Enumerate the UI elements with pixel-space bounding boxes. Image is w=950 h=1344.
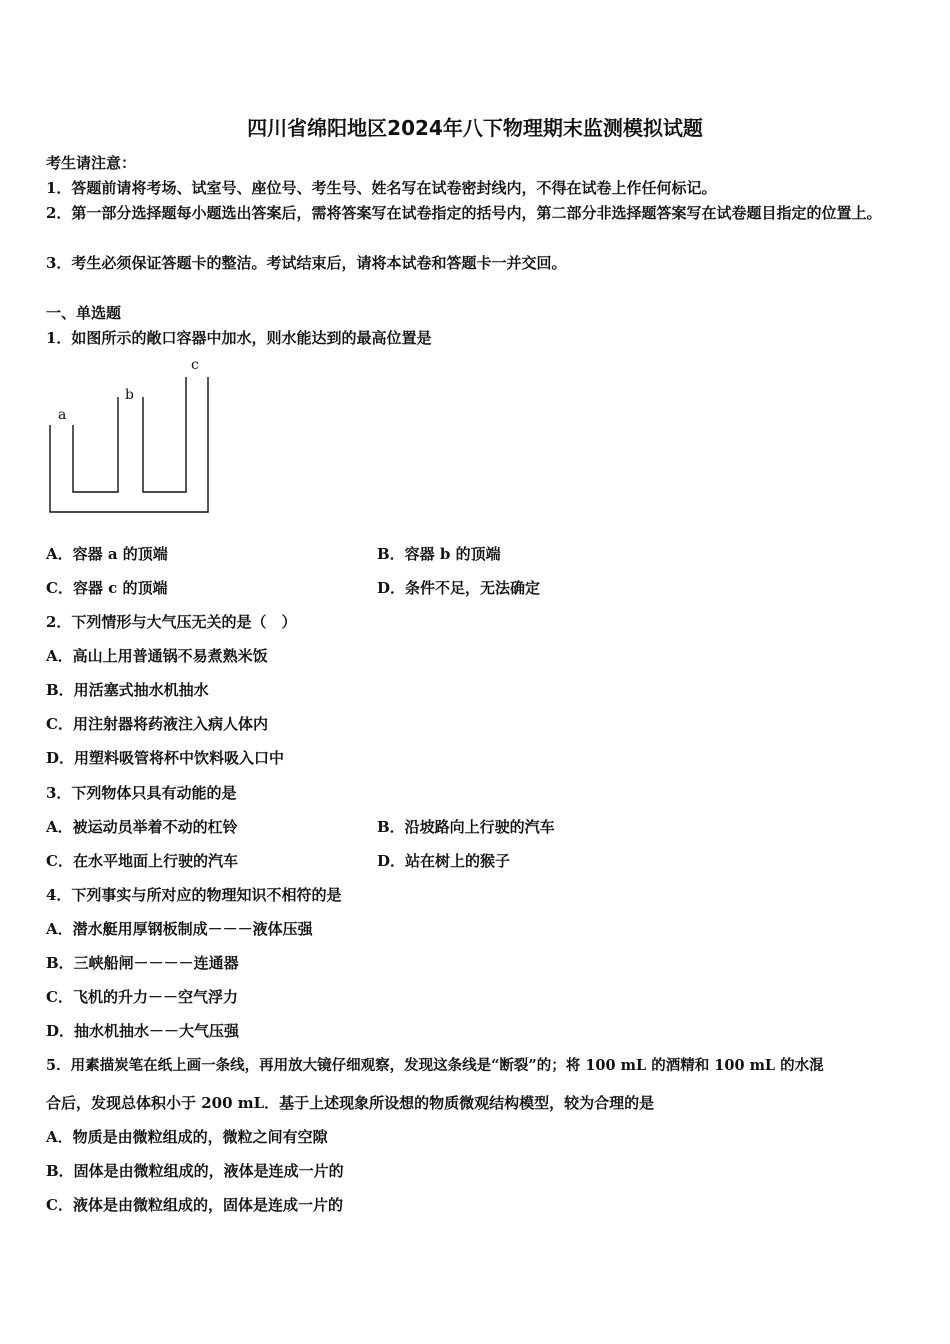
q1-option-a: A．容器 a 的顶端: [46, 545, 168, 563]
q5-stem-line-2: 合后，发现总体积小于 200 mL．基于上述现象所设想的物质微观结构模型，较为合理的是: [46, 1094, 655, 1112]
vessel-divider-a-b: [73, 397, 118, 492]
q4-stem: 4．下列事实与所对应的物理知识不相符的是: [46, 886, 342, 904]
q4-option-b: B．三峡船闸－－－－连通器: [46, 954, 239, 972]
page-title: 四川省绵阳地区2024年八下物理期末监测模拟试题: [247, 116, 703, 140]
notice-item-3: 3．考生必须保证答题卡的整洁。考试结束后，请将本试卷和答题卡一并交回。: [46, 254, 567, 272]
q1-container-diagram: [40, 352, 220, 522]
q4-option-c: C．飞机的升力－－空气浮力: [46, 988, 238, 1006]
notice-item-1: 1．答题前请将考场、试室号、座位号、考生号、姓名写在试卷密封线内，不得在试卷上作任何标记。: [46, 179, 717, 197]
q2-option-d: D．用塑料吸管将杯中饮料吸入口中: [46, 749, 285, 767]
q2-stem: 2．下列情形与大气压无关的是（ ）: [46, 613, 297, 631]
q5-option-a: A．物质是由微粒组成的，微粒之间有空隙: [46, 1128, 328, 1146]
notice-heading: 考生请注意：: [46, 154, 137, 172]
q4-option-a: A．潜水艇用厚钢板制成－－－液体压强: [46, 920, 313, 938]
q2-option-b: B．用活塞式抽水机抽水: [46, 681, 209, 699]
label-c: c: [191, 357, 199, 373]
label-b: b: [125, 387, 134, 403]
q1-option-b: B．容器 b 的顶端: [377, 545, 501, 563]
q4-option-d: D．抽水机抽水－－大气压强: [46, 1022, 240, 1040]
label-a: a: [58, 407, 67, 423]
notice-item-2: 2．第一部分选择题每小题选出答案后，需将答案写在试卷指定的括号内，第二部分非选择题答案写在试卷题目指定的位置上。: [46, 204, 882, 222]
vessel-divider-b-c: [143, 377, 186, 492]
q3-stem: 3．下列物体只具有动能的是: [46, 784, 237, 802]
q3-option-c: C．在水平地面上行驶的汽车: [46, 852, 238, 870]
q2-option-c: C．用注射器将药液注入病人体内: [46, 715, 268, 733]
q3-option-a: A．被运动员举着不动的杠铃: [46, 818, 238, 836]
q1-stem: 1．如图所示的敞口容器中加水，则水能达到的最高位置是: [46, 329, 432, 347]
q5-option-b: B．固体是由微粒组成的，液体是连成一片的: [46, 1162, 344, 1180]
section-heading: 一、单选题: [46, 304, 122, 322]
q1-option-d: D．条件不足，无法确定: [377, 579, 541, 597]
q5-option-c: C．液体是由微粒组成的，固体是连成一片的: [46, 1196, 343, 1214]
q5-stem-line-1: 5．用素描炭笔在纸上画一条线，再用放大镜仔细观察，发现这条线是“断裂”的；将 100 mL 的酒精和 100 mL 的水混: [46, 1057, 824, 1074]
q2-option-a: A．高山上用普通锅不易煮熟米饭: [46, 647, 268, 665]
q3-option-b: B．沿坡路向上行驶的汽车: [377, 818, 555, 836]
q3-option-d: D．站在树上的猴子: [377, 852, 511, 870]
q1-option-c: C．容器 c 的顶端: [46, 579, 168, 597]
